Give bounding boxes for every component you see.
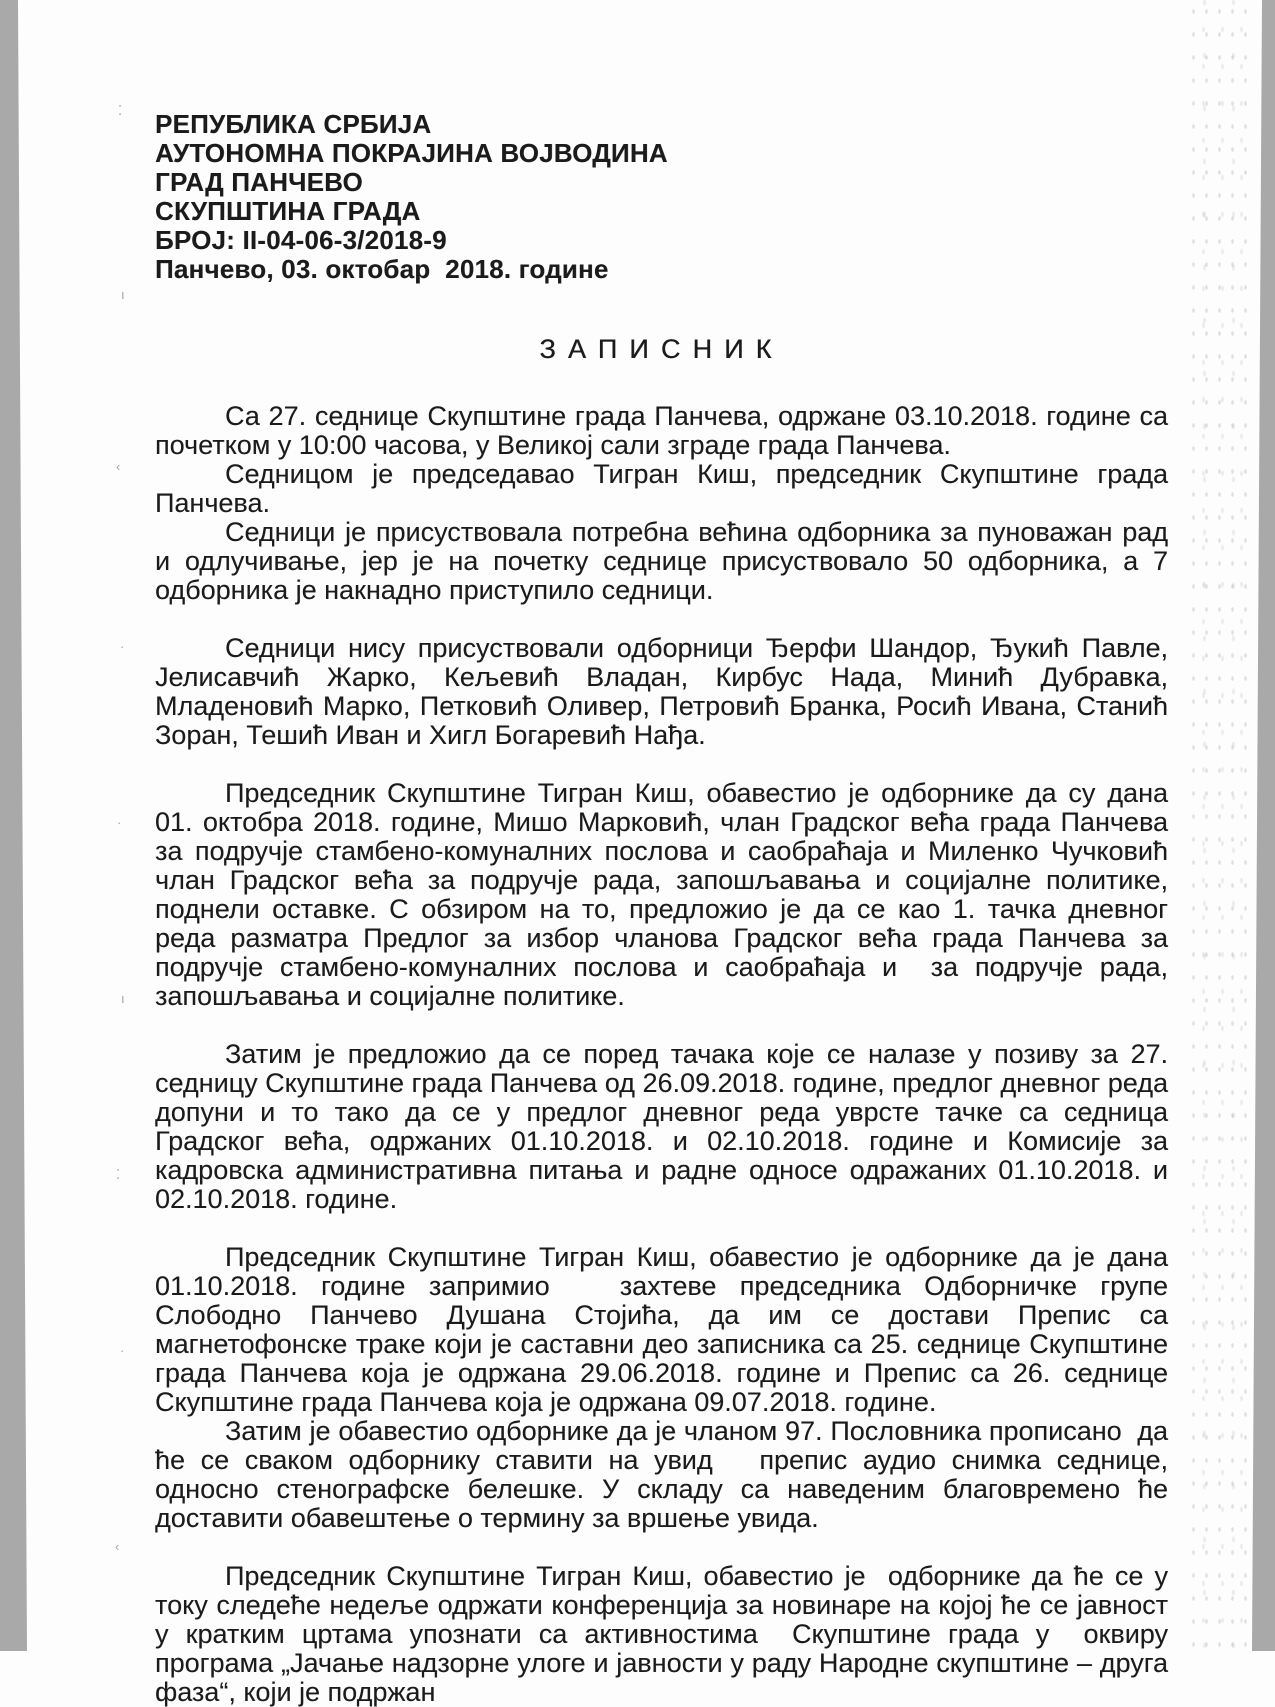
paragraph: Седницом је председавао Тигран Киш, председник Скупштине града Панчева. <box>155 459 1176 518</box>
scan-artifact: ‹ <box>115 1539 120 1554</box>
scan-artifact: ı <box>121 991 125 1006</box>
header-line-province: АУТОНОМНА ПОКРАЈИНА ВОЈВОДИНА <box>155 138 668 168</box>
paragraph: Затим је обавестио одборнике да је чланом 97. Пословника прописано да ће се сваком одборнику ставити на увид препис аудио снимка седнице, односно стенографске белешке. У складу са наведеним благовремено ће доставити обавештење о термину за вршење увида. <box>155 1416 1176 1533</box>
paragraph: Седници нису присуствовали одборници Ђерфи Шандор, Ђукић Павле, Јелисавчић Жарко, Кељевић Владан, Кирбус Нада, Минић Дубравка, Младеновић Марко, Петковић Оливер, Петровић Бранка, Росић Ивана, Станић Зоран, Тешић Иван и Хигл Богаревић Нађа. <box>155 633 1176 750</box>
scanner-edge-left <box>0 0 30 1651</box>
scan-artifact: · <box>120 1343 125 1358</box>
scan-artifact: ı <box>121 287 125 302</box>
scan-noise <box>1187 0 1253 1651</box>
paragraph: Са 27. седнице Скупштине града Панчева, одржане 03.10.2018. године са почетком у 10:00 часова, у Великој сали зграде града Панчева. <box>155 401 1176 460</box>
scan-artifact: ⁚ <box>118 103 123 118</box>
paragraph: Седници је присуствовала потребна већина одборника за пуноважан рад и одлучивање, јер је на почетку седнице присуствовало 50 одборника, а 7 одборника је накнадно приступило седници. <box>155 517 1176 605</box>
header-line-city: ГРАД ПАНЧЕВО <box>155 167 363 197</box>
header-line-assembly: СКУПШТИНА ГРАДА <box>155 196 421 226</box>
scan-artifact: · <box>117 815 122 830</box>
scan-artifact: · <box>120 639 125 654</box>
paragraph: Председник Скупштине Тигран Киш, обавестио је одборнике да су дана 01. октобра 2018. године, Мишо Марковић, члан Градског већа града Панчева за подручје стамбено-комуналних послова и саобраћаја и Миленко Чучковић члан Градског већа за подручје рада, запошљавања и социјалне политике, поднели оставке. С обзиром на то, предложио је да се као 1. тачка дневног реда разматра Предлог за избор чланова Градског већа града Панчева за подручје стамбено-комуналних послова и саобраћаја и за подручје рада, запошљавања и социјалне политике. <box>155 778 1176 1011</box>
scan-artifact: ‹ <box>116 459 121 474</box>
document-body <box>155 401 1176 1707</box>
paragraph: Затим је предложио да се поред тачака које се налазе у позиву за 27. седницу Скупштине града Панчева од 26.09.2018. године, предлог дневног реда допуни и то тако да се у предлог дневног реда уврсте тачке са седница Градског већа, одржаних 01.10.2018. и 02.10.2018. године и Комисије за кадровска административна питања и радне односе одражаних 01.10.2018. и 02.10.2018. године. <box>155 1039 1176 1214</box>
document-header <box>155 110 1168 284</box>
document-title: ЗАПИСНИК <box>539 334 784 364</box>
scan-artifact: ⁚ <box>116 1167 121 1182</box>
document-content <box>155 109 1176 1707</box>
header-line-date: Панчево, 03. октобар 2018. године <box>155 254 609 284</box>
header-line-number: БРОЈ: II-04-06-3/2018-9 <box>155 225 447 255</box>
paragraph: Председник Скупштине Тигран Киш, обавестио је одборнике да ће се у току следеће недеље одржати конференција за новинаре на којој ће се јавност у кратким цртама упознати са активностима Скупштине града у оквиру програма „Јачање надзорне улоге и јавности у раду Народне скупштине – друга фаза“, који је подржан <box>155 1561 1176 1707</box>
paragraph: Председник Скупштине Тигран Киш, обавестио је одборнике да је дана 01.10.2018. године запримио захтеве председника Одборничке групе Слободно Панчево Душана Стојића, да им се достави Препис са магнетофонске траке који је саставни део записника са 25. седнице Скупштине града Панчева која је одржана 29.06.2018. године и Препис са 26. седнице Скупштине града Панчева која је одржана 09.07.2018. године. <box>155 1242 1176 1417</box>
header-line-republic: РЕПУБЛИКА СРБИЈА <box>155 109 432 139</box>
